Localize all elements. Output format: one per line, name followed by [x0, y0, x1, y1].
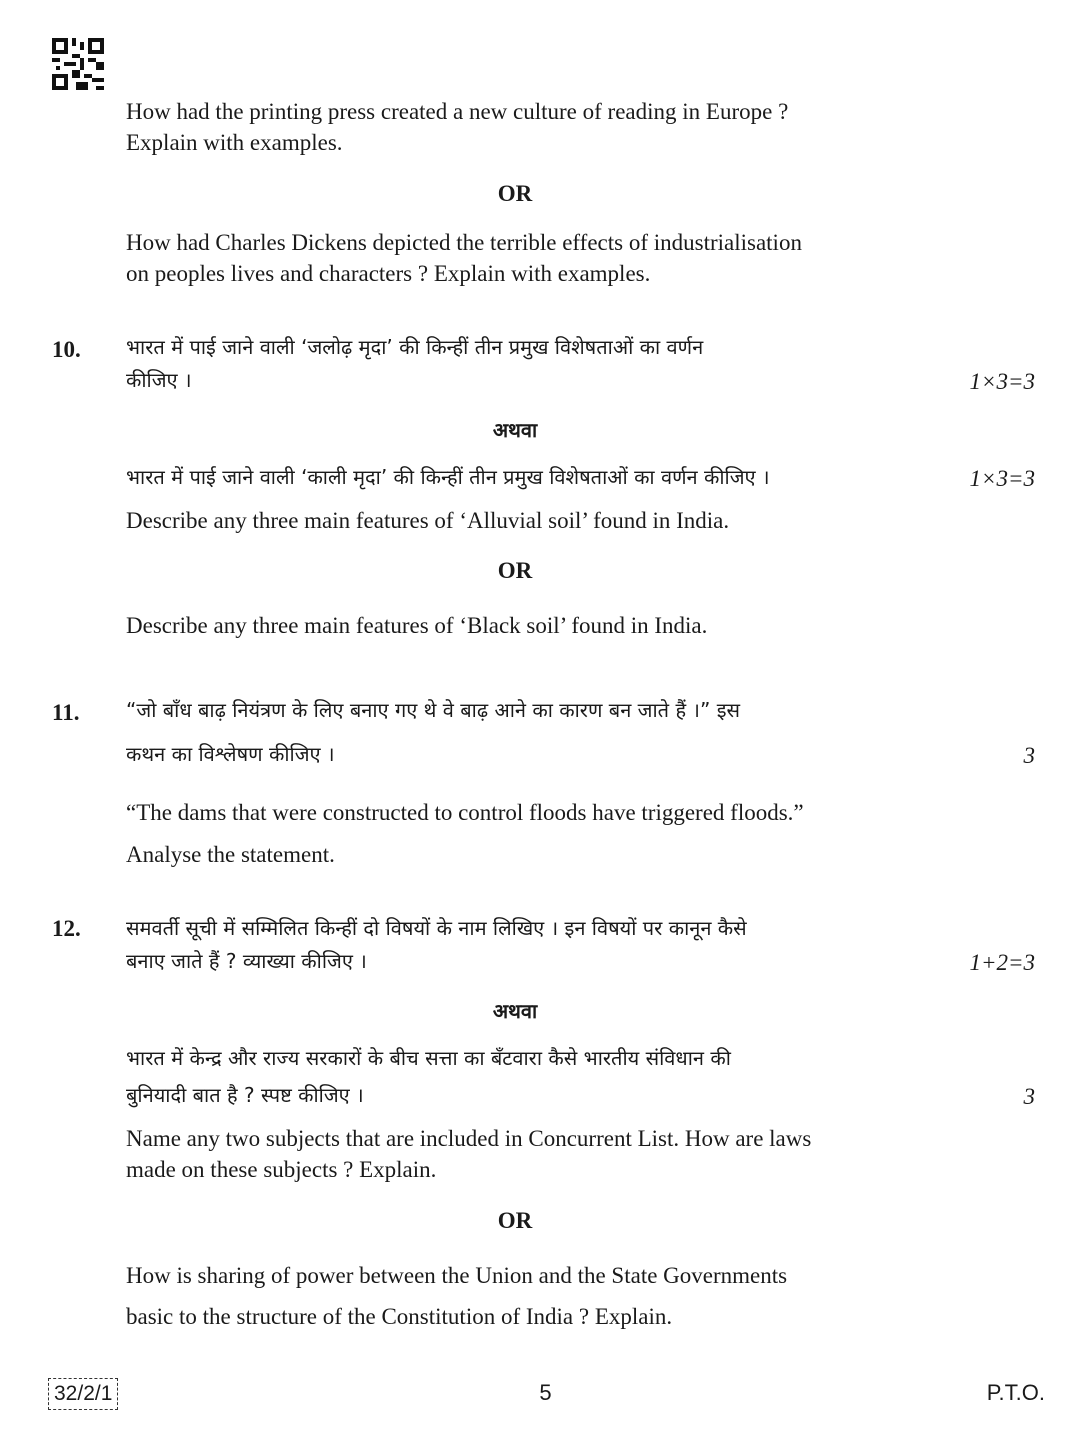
q11-english-line-1: “The dams that were constructed to control floods have triggered floods.” — [126, 800, 804, 825]
q11-hindi-line-2: कथन का विश्लेषण कीजिए । — [126, 742, 335, 766]
q10-english-alt: Describe any three main features of ‘Black soil’ found in India. — [126, 613, 708, 638]
or-divider: OR — [497, 181, 533, 206]
q12-english-line-1: Name any two subjects that are included in Concurrent List. How are laws — [126, 1126, 812, 1151]
q12-hindi-alt-line-2: बुनियादी बात है ? स्पष्ट कीजिए । — [126, 1083, 364, 1107]
q10-english-line: Describe any three main features of ‘Alluvial soil’ found in India. — [126, 508, 730, 533]
question-number-12: 12. — [52, 916, 81, 941]
q12-marks: 1+2=3 — [969, 950, 1035, 975]
paper-code: 32/2/1 — [48, 1378, 118, 1410]
top-alt-question-line-2: on peoples lives and characters ? Explain with examples. — [126, 261, 651, 286]
q11-marks: 3 — [1023, 743, 1035, 768]
q11-english-line-2: Analyse the statement. — [126, 842, 335, 867]
q11-hindi-line-1: “जो बाँध बाढ़ नियंत्रण के लिए बनाए गए थे वे बाढ़ आने का कारण बन जाते हैं ।” इस — [126, 698, 741, 722]
q10-hindi-alt: भारत में पाई जाने वाली ‘काली मृदा’ की किन्हीं तीन प्रमुख विशेषताओं का वर्णन कीजिए । — [126, 465, 770, 489]
question-number-10: 10. — [52, 337, 81, 362]
q12-hindi-line-1: समवर्ती सूची में सम्मिलित किन्हीं दो विषयों के नाम लिखिए । इन विषयों पर कानून कैसे — [126, 916, 747, 940]
q12-hindi-line-2: बनाए जाते हैं ? व्याख्या कीजिए । — [126, 949, 367, 973]
q12-english-alt-line-1: How is sharing of power between the Union and the State Governments — [126, 1263, 788, 1288]
page-number: 5 — [539, 1380, 552, 1405]
q10-alt-marks: 1×3=3 — [969, 466, 1035, 491]
top-question-line-2: Explain with examples. — [126, 130, 343, 155]
top-question-line-1: How had the printing press created a new culture of reading in Europe ? — [126, 99, 789, 124]
qr-code-icon — [52, 38, 104, 90]
q10-hindi-line-1: भारत में पाई जाने वाली ‘जलोढ़ मृदा’ की किन्हीं तीन प्रमुख विशेषताओं का वर्णन — [126, 335, 704, 359]
q10-marks: 1×3=3 — [969, 369, 1035, 394]
athva-divider: अथवा — [492, 418, 538, 442]
or-divider: OR — [497, 1208, 533, 1233]
athva-divider: अथवा — [492, 999, 538, 1023]
or-divider: OR — [497, 558, 533, 583]
pto-label: P.T.O. — [986, 1380, 1045, 1405]
q12-hindi-alt-line-1: भारत में केन्द्र और राज्य सरकारों के बीच सत्ता का बँटवारा कैसे भारतीय संविधान की — [126, 1046, 731, 1070]
q12-english-alt-line-2: basic to the structure of the Constitution of India ? Explain. — [126, 1304, 673, 1329]
question-number-11: 11. — [52, 700, 80, 725]
q12-english-line-2: made on these subjects ? Explain. — [126, 1157, 437, 1182]
q10-hindi-line-2: कीजिए । — [126, 368, 192, 392]
top-alt-question-line-1: How had Charles Dickens depicted the terrible effects of industrialisation — [126, 230, 802, 255]
q12-alt-marks: 3 — [1023, 1084, 1035, 1109]
